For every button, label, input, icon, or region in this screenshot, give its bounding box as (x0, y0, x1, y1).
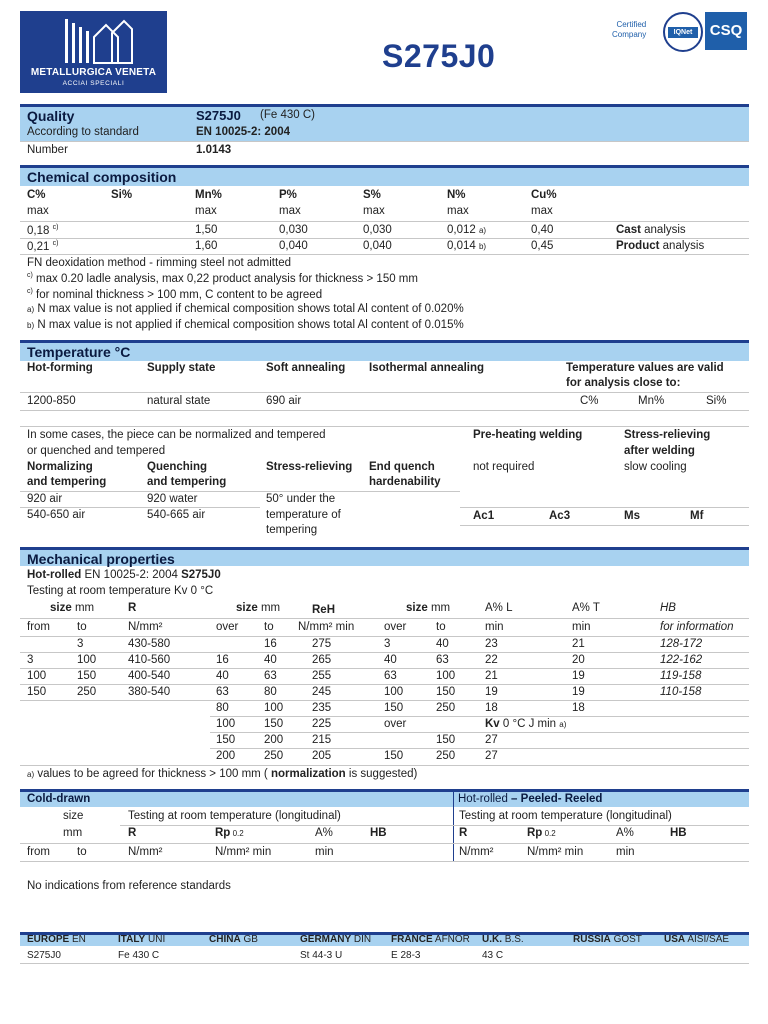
divider (20, 700, 749, 701)
reh-value: 235 (312, 702, 332, 714)
norm-value-2: 540-650 air (27, 509, 86, 521)
cold-r: R (128, 827, 137, 839)
a-over: 150 (384, 702, 404, 714)
hb-value: 110-158 (660, 686, 702, 698)
r-value: 380-540 (128, 686, 171, 698)
reh-to: 100 (264, 702, 284, 714)
divider (20, 618, 749, 619)
divider (20, 392, 749, 393)
product-s: 0,040 (363, 240, 392, 252)
divider (20, 221, 749, 222)
certified-label: Certified Company (612, 20, 647, 39)
temperature-band (20, 340, 749, 361)
r-to: 100 (77, 654, 97, 666)
reh-value: 225 (312, 718, 332, 730)
r-from: 3 (27, 654, 34, 666)
size-label: size mm (50, 602, 95, 614)
chemical-title: Chemical composition (27, 169, 177, 185)
cases-note-2: or quenched and tempered (27, 445, 166, 457)
reh-to: 40 (264, 654, 277, 666)
quenching-label-1: Quenching (147, 461, 208, 473)
chem-note: $^{c)}$ max 0.20 ladle analysis, max 0,22 product analysis for thickness > 150 mm (27, 272, 418, 285)
divider (460, 525, 749, 526)
cold-mm: mm (63, 827, 83, 839)
quench-value-1: 920 water (147, 493, 198, 505)
quality-grade-note: (Fe 430 C) (260, 109, 315, 121)
testing-kv: Testing at room temperature Kv 0 °C (27, 585, 214, 597)
divider (20, 963, 749, 964)
cast-n: 0,012 a) (447, 224, 487, 236)
chem-header-s: S% (363, 189, 381, 201)
reh-over: 16 (216, 654, 229, 666)
analysis-si: Si% (706, 395, 727, 407)
divider (210, 716, 749, 717)
cold-hb: HB (370, 827, 387, 839)
stress-after-value: slow cooling (624, 461, 687, 473)
chem-max: max (27, 205, 49, 217)
equiv-header-europe: EUROPE EN (27, 934, 86, 945)
divider (20, 861, 749, 862)
unit-label: N/mm² (128, 621, 163, 633)
kv-row-value: 27 (485, 734, 498, 746)
product-analysis-label: Product analysis (616, 240, 705, 252)
soft-annealing-value: 690 air (266, 395, 302, 407)
a-to: 150 (436, 686, 456, 698)
equiv-value-uk: 43 C (482, 950, 504, 961)
a-over: 3 (384, 638, 391, 650)
normalizing-label-1: Normalizing (27, 461, 93, 473)
cold-drawn-title: Cold-drawn (27, 793, 91, 805)
divider (20, 765, 749, 766)
peeled-hb: HB (670, 827, 687, 839)
ac1-label: Ac1 (473, 510, 495, 522)
divider (20, 843, 749, 844)
peeled-min: min (616, 846, 635, 858)
peeled-unit: N/mm² (459, 846, 494, 858)
kv-row-value: 27 (485, 750, 498, 762)
reh-to: 63 (264, 670, 277, 682)
reh-over: 80 (216, 702, 229, 714)
temperature-title: Temperature °C (27, 344, 131, 360)
kv-row-over: 150 (384, 750, 404, 762)
divider (20, 426, 749, 427)
r-header: R (128, 602, 137, 614)
reh-over: 200 (216, 750, 236, 762)
chem-note: b) N max value is not applied if chemical composition shows total Al content of 0.015% (27, 319, 464, 331)
from-label: from (27, 621, 50, 633)
peeled-testing: Testing at room temperature (longitudinal) (459, 810, 672, 822)
a-over: 63 (384, 670, 397, 682)
reh-over: 100 (216, 718, 236, 730)
kv-row-to: 250 (436, 750, 456, 762)
r-to: 3 (77, 638, 84, 650)
isothermal-label: Isothermal annealing (369, 362, 485, 374)
cold-unit-min: N/mm² min (215, 846, 272, 858)
product-cu: 0,45 (531, 240, 554, 252)
chem-header-si: Si% (111, 189, 133, 201)
size-label: size mm (406, 602, 451, 614)
stress-value-2: temperature of (266, 509, 341, 521)
unit-min-label: N/mm² min (298, 621, 355, 633)
company-logo (20, 11, 167, 93)
divider (20, 410, 749, 411)
al-value: 22 (485, 654, 498, 666)
stress-relieving-label: Stress-relieving (266, 461, 353, 473)
al-header: A% L (485, 602, 513, 614)
reh-value: 255 (312, 670, 332, 682)
peeled-title: Hot-rolled – Peeled- Reeled (458, 793, 603, 805)
equiv-value-france: E 28-3 (391, 950, 421, 961)
valid-note-1: Temperature values are valid (566, 362, 724, 374)
quench-value-2: 540-665 air (147, 509, 206, 521)
mechanical-title: Mechanical properties (27, 551, 175, 567)
al-value: 19 (485, 686, 498, 698)
soft-annealing-label: Soft annealing (266, 362, 346, 374)
reh-to: 16 (264, 638, 277, 650)
for-info-label: for information (660, 621, 734, 633)
stress-value-1: 50° under the (266, 493, 336, 505)
cold-drawn-band (20, 789, 749, 807)
ac3-label: Ac3 (549, 510, 571, 522)
kv-label: Kv 0 °C J min a) (485, 718, 567, 730)
at-value: 21 (572, 638, 585, 650)
mechanical-band (20, 547, 749, 566)
page-title: S275J0 (382, 38, 496, 74)
stress-value-3: tempering (266, 524, 318, 536)
chem-max: max (531, 205, 553, 217)
at-value: 18 (572, 702, 585, 714)
to-label: to (264, 621, 274, 633)
a-to: 63 (436, 654, 449, 666)
divider (20, 141, 749, 142)
reh-over: 40 (216, 670, 229, 682)
at-value: 20 (572, 654, 585, 666)
hot-forming-label: Hot-forming (27, 362, 93, 374)
chem-header-p: P% (279, 189, 297, 201)
end-quench-2: hardenability (369, 476, 441, 488)
divider (210, 732, 749, 733)
divider (20, 507, 260, 508)
chemical-band (20, 165, 749, 186)
analysis-c: C% (580, 395, 599, 407)
equiv-value-germany: St 44-3 U (300, 950, 343, 961)
end-quench-1: End quench (369, 461, 435, 473)
preheat-value: not required (473, 461, 535, 473)
hb-value: 119-158 (660, 670, 702, 682)
reh-value: 215 (312, 734, 332, 746)
equiv-value-italy: Fe 430 C (118, 950, 160, 961)
reh-to: 200 (264, 734, 284, 746)
r-value: 430-580 (128, 638, 171, 650)
cold-unit: N/mm² (128, 846, 163, 858)
cast-p: 0,030 (279, 224, 308, 236)
r-from: 100 (27, 670, 47, 682)
company-subtitle: ACCIAI SPECIALI (62, 80, 125, 87)
divider (20, 652, 749, 653)
min-label: min (572, 621, 591, 633)
no-indications: No indications from reference standards (27, 880, 231, 892)
equiv-header-germany: GERMANY DIN (300, 934, 372, 945)
quality-title: Quality (27, 108, 75, 124)
cold-min: min (315, 846, 334, 858)
analysis-mn: Mn% (638, 395, 665, 407)
over-label: over (384, 621, 407, 633)
logo-pillars-icon (20, 11, 167, 67)
size-label: size mm (236, 602, 281, 614)
equiv-header-russia: RUSSIA GOST (573, 934, 642, 945)
cold-size: size (63, 810, 84, 822)
equiv-header-usa: USA AISI/SAE (664, 934, 730, 945)
ms-label: Ms (624, 510, 640, 522)
chem-max: max (363, 205, 385, 217)
a-over: 40 (384, 654, 397, 666)
divider (20, 636, 749, 637)
number-label: Number (27, 144, 68, 156)
reh-to: 250 (264, 750, 284, 762)
chem-header-cu: Cu% (531, 189, 557, 201)
chem-header-n: N% (447, 189, 466, 201)
number-value: 1.0143 (196, 144, 232, 156)
hot-rolled-line: Hot-rolled EN 10025-2: 2004 S275J0 (27, 569, 221, 581)
product-mn: 1,60 (195, 240, 218, 252)
valid-note-2: for analysis close to: (566, 377, 681, 389)
cast-cu: 0,40 (531, 224, 554, 236)
stress-after-1: Stress-relieving (624, 429, 711, 441)
peeled-rp: Rp 0.2 (527, 827, 556, 839)
chem-max: max (447, 205, 469, 217)
at-value: 19 (572, 670, 585, 682)
product-c: 0,21 $^{c)}$ (27, 240, 59, 253)
divider (20, 668, 749, 669)
reh-value: 245 (312, 686, 332, 698)
chem-max: max (279, 205, 301, 217)
divider (20, 238, 749, 239)
min-label: min (485, 621, 504, 633)
standard-value: EN 10025-2: 2004 (196, 126, 290, 138)
equiv-header-uk: U.K. B.S. (482, 934, 524, 945)
hb-value: 122-162 (660, 654, 703, 666)
hb-value: 128-172 (660, 638, 703, 650)
reh-value: 275 (312, 638, 332, 650)
cold-rp: Rp 0.2 (215, 827, 244, 839)
chem-max: max (195, 205, 217, 217)
csq-logo: CSQ (705, 12, 747, 50)
cast-analysis-label: Cast analysis (616, 224, 686, 236)
r-value: 400-540 (128, 670, 171, 682)
al-value: 21 (485, 670, 498, 682)
divider (210, 748, 749, 749)
a-to: 40 (436, 638, 449, 650)
a-to: 100 (436, 670, 456, 682)
chem-header-mn: Mn% (195, 189, 222, 201)
cold-a: A% (315, 827, 333, 839)
divider (460, 507, 749, 508)
peeled-a: A% (616, 827, 634, 839)
al-value: 18 (485, 702, 498, 714)
a-to: 250 (436, 702, 456, 714)
to-label: to (77, 621, 87, 633)
company-name: METALLURGICA VENETA (30, 67, 157, 78)
reh-to: 150 (264, 718, 284, 730)
r-value: 410-560 (128, 654, 171, 666)
r-to: 250 (77, 686, 97, 698)
cast-c: 0,18 $^{c)}$ (27, 224, 59, 237)
peeled-r: R (459, 827, 468, 839)
quality-band (20, 104, 749, 127)
chem-header-c: C% (27, 189, 46, 201)
r-to: 150 (77, 670, 97, 682)
standard-label: According to standard (27, 126, 139, 138)
chem-note: FN deoxidation method - rimming steel not admitted (27, 257, 291, 269)
cast-s: 0,030 (363, 224, 392, 236)
cast-mn: 1,50 (195, 224, 218, 236)
at-header: A% T (572, 602, 600, 614)
norm-value-1: 920 air (27, 493, 63, 505)
r-from: 150 (27, 686, 47, 698)
over-label: over (216, 621, 239, 633)
product-p: 0,040 (279, 240, 308, 252)
reh-header: ReH (312, 604, 336, 616)
to-label: to (436, 621, 446, 633)
divider (20, 254, 749, 255)
normalizing-label-2: and tempering (27, 476, 107, 488)
cold-to: to (77, 846, 87, 858)
quality-grade: S275J0 (196, 108, 241, 123)
mf-label: Mf (690, 510, 704, 522)
equiv-header-italy: ITALY UNI (118, 934, 166, 945)
reh-over: 63 (216, 686, 229, 698)
cold-testing: Testing at room temperature (longitudinal) (128, 810, 341, 822)
chem-note: $^{c)}$ for nominal thickness > 100 mm, C content to be agreed (27, 288, 323, 301)
reh-value: 205 (312, 750, 332, 762)
kv-over: over (384, 718, 407, 730)
at-value: 19 (572, 686, 585, 698)
a-over: 100 (384, 686, 404, 698)
hot-forming-value: 1200-850 (27, 395, 76, 407)
equiv-header-france: FRANCE AFNOR (391, 934, 470, 945)
product-n: 0,014 b) (447, 240, 487, 252)
chem-note: a) N max value is not applied if chemical composition shows total Al content of 0.020% (27, 303, 464, 315)
reh-value: 265 (312, 654, 332, 666)
quenching-label-2: and tempering (147, 476, 227, 488)
preheat-label: Pre-heating welding (473, 429, 583, 441)
mechanical-note: a) values to be agreed for thickness > 100 mm ( normalization is suggested) (27, 768, 418, 780)
cases-note-1: In some cases, the piece can be normalized and tempered (27, 429, 326, 441)
stress-after-2: after welding (624, 445, 695, 457)
equiv-header-china: CHINA GB (209, 934, 258, 945)
reh-over: 150 (216, 734, 236, 746)
cold-from: from (27, 846, 50, 858)
divider (20, 684, 749, 685)
divider (20, 491, 460, 492)
kv-row-to: 150 (436, 734, 456, 746)
supply-state-label: Supply state (147, 362, 216, 374)
reh-to: 80 (264, 686, 277, 698)
supply-state-value: natural state (147, 395, 211, 407)
iqnet-seal-icon: IQNet (663, 12, 703, 52)
peeled-unit-min: N/mm² min (527, 846, 584, 858)
divider (120, 825, 749, 826)
hb-header: HB (660, 602, 676, 614)
equiv-value-europe: S275J0 (27, 950, 61, 961)
al-value: 23 (485, 638, 498, 650)
